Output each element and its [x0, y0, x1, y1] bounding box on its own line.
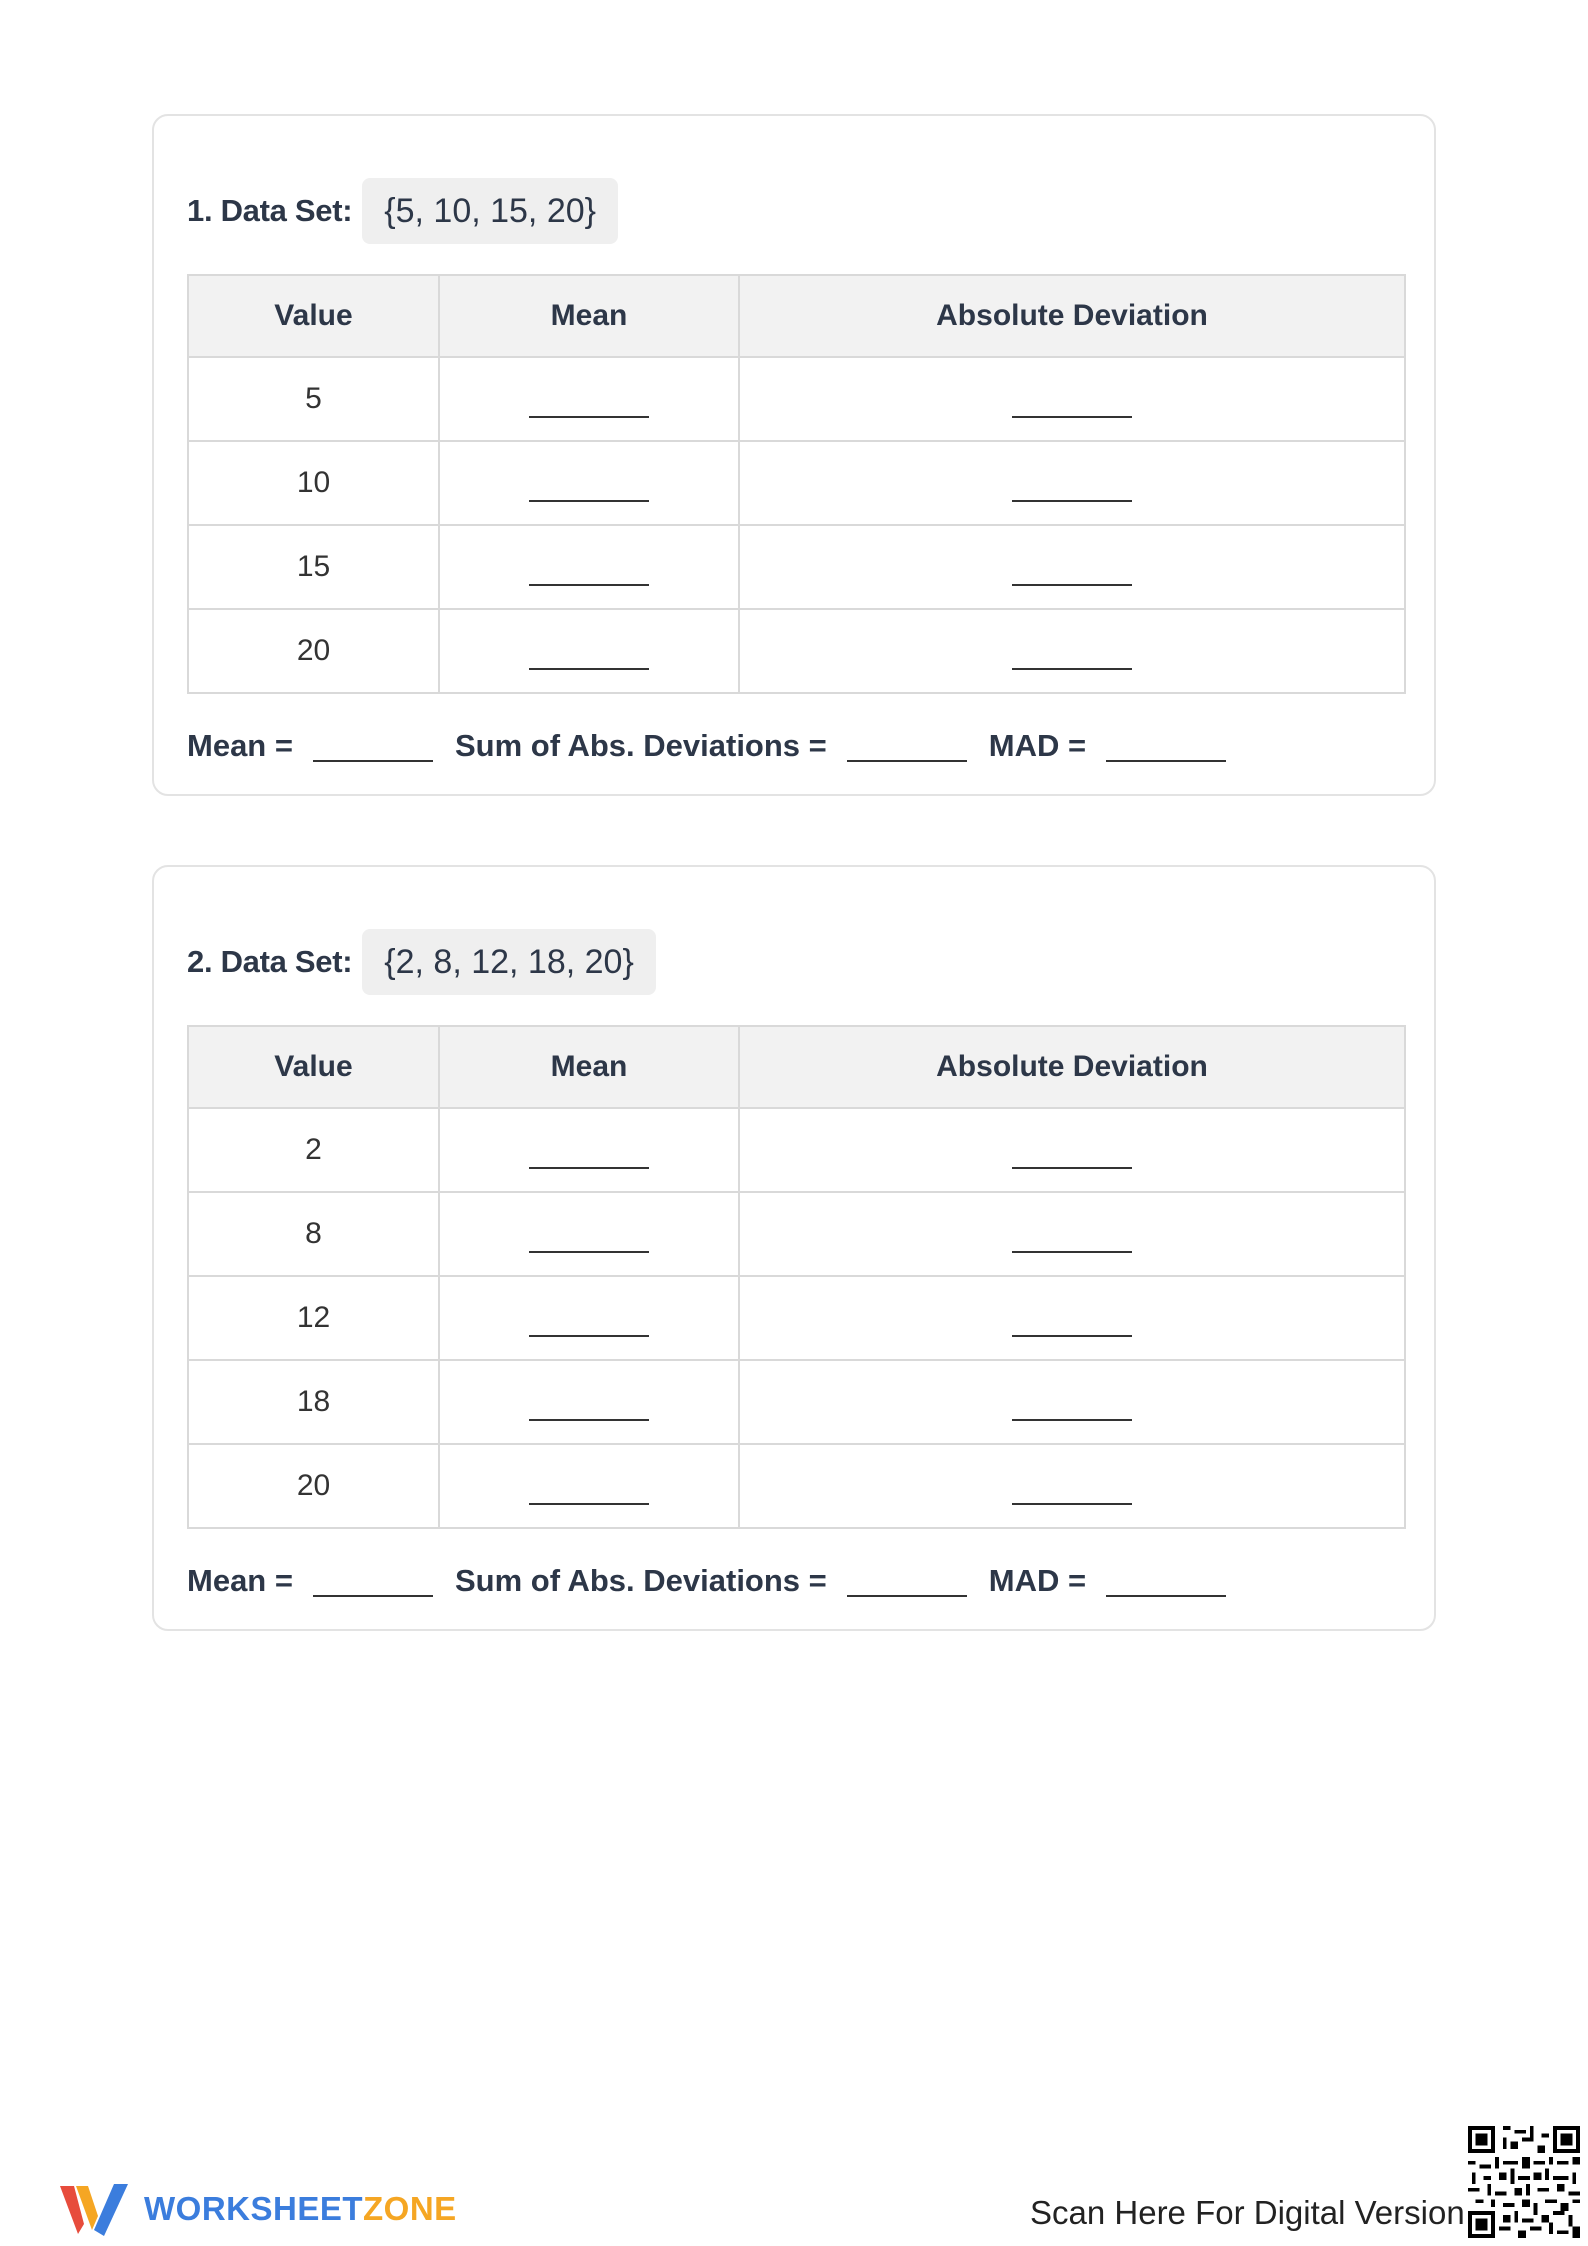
mean-answer-cell[interactable]: [439, 525, 739, 609]
logo-text: [144, 2190, 457, 2228]
table-row: [188, 1276, 1405, 1360]
deviation-answer-cell[interactable]: [739, 357, 1405, 441]
answer-blank[interactable]: [1012, 500, 1132, 502]
worksheetzone-logo[interactable]: [58, 2180, 457, 2238]
data-set-label: 2. Data Set:: [187, 944, 353, 979]
answer-blank[interactable]: [1012, 668, 1132, 670]
column-header-absolute-deviation: Absolute Deviation: [739, 275, 1405, 357]
mean-answer-cell[interactable]: [439, 609, 739, 693]
answer-blank[interactable]: [1012, 1251, 1132, 1253]
value-cell: 18: [188, 1360, 439, 1444]
mad-answer-blank[interactable]: [1106, 760, 1226, 762]
deviation-answer-cell[interactable]: [739, 525, 1405, 609]
answer-blank[interactable]: [1012, 1419, 1132, 1421]
value-cell: 10: [188, 441, 439, 525]
answer-blank[interactable]: [529, 1167, 649, 1169]
problem-card-2: [152, 865, 1436, 1631]
answer-blank[interactable]: [529, 416, 649, 418]
answer-blank[interactable]: [529, 1335, 649, 1337]
deviation-answer-cell[interactable]: [739, 1192, 1405, 1276]
answer-blank[interactable]: [529, 584, 649, 586]
answer-blank[interactable]: [1012, 1335, 1132, 1337]
deviation-answer-cell[interactable]: [739, 1444, 1405, 1528]
mean-label: Mean =: [187, 1563, 293, 1598]
logo-text-worksheet: WORKSHEET: [144, 2190, 363, 2227]
answer-blank[interactable]: [529, 668, 649, 670]
table-row: [188, 441, 1405, 525]
table-row: [188, 1108, 1405, 1192]
data-set-row: [187, 929, 1401, 995]
table-header-row: [188, 1026, 1405, 1108]
mean-answer-cell[interactable]: [439, 441, 739, 525]
answer-blank[interactable]: [529, 1251, 649, 1253]
mean-answer-cell[interactable]: [439, 357, 739, 441]
answer-blank[interactable]: [529, 500, 649, 502]
deviation-answer-cell[interactable]: [739, 1108, 1405, 1192]
answer-blank[interactable]: [1012, 584, 1132, 586]
worksheetzone-logo-icon: [58, 2180, 132, 2238]
table-row: [188, 609, 1405, 693]
answer-blank[interactable]: [1012, 416, 1132, 418]
deviation-answer-cell[interactable]: [739, 1276, 1405, 1360]
value-cell: 20: [188, 609, 439, 693]
deviation-answer-cell[interactable]: [739, 441, 1405, 525]
data-set-values: {5, 10, 15, 20}: [362, 178, 618, 244]
table-row: [188, 1360, 1405, 1444]
column-header-mean: Mean: [439, 275, 739, 357]
data-set-row: [187, 178, 1401, 244]
value-cell: 2: [188, 1108, 439, 1192]
qr-code-icon[interactable]: [1468, 2126, 1580, 2238]
summary-row: [187, 1553, 1401, 1599]
sum-deviations-answer-blank[interactable]: [847, 1595, 967, 1597]
column-header-mean: Mean: [439, 1026, 739, 1108]
value-cell: 20: [188, 1444, 439, 1528]
mad-label: MAD =: [988, 728, 1087, 763]
table-row: [188, 525, 1405, 609]
summary-row: [187, 718, 1401, 764]
mean-answer-blank[interactable]: [313, 1595, 433, 1597]
data-set-values: {2, 8, 12, 18, 20}: [362, 929, 656, 995]
column-header-value: Value: [188, 1026, 439, 1108]
mean-label: Mean =: [187, 728, 293, 763]
mean-answer-cell[interactable]: [439, 1276, 739, 1360]
problem-card-1: [152, 114, 1436, 796]
deviation-answer-cell[interactable]: [739, 1360, 1405, 1444]
value-cell: 15: [188, 525, 439, 609]
table-row: [188, 357, 1405, 441]
answer-blank[interactable]: [1012, 1503, 1132, 1505]
value-cell: 8: [188, 1192, 439, 1276]
scan-instruction: Scan Here For Digital Version: [1030, 2194, 1465, 2231]
sum-deviations-label: Sum of Abs. Deviations =: [454, 1563, 827, 1598]
mean-answer-cell[interactable]: [439, 1444, 739, 1528]
deviation-table: [187, 1025, 1406, 1529]
column-header-value: Value: [188, 275, 439, 357]
sum-deviations-label: Sum of Abs. Deviations =: [454, 728, 827, 763]
mean-answer-blank[interactable]: [313, 760, 433, 762]
answer-blank[interactable]: [529, 1419, 649, 1421]
answer-blank[interactable]: [529, 1503, 649, 1505]
table-row: [188, 1192, 1405, 1276]
mean-answer-cell[interactable]: [439, 1192, 739, 1276]
mean-answer-cell[interactable]: [439, 1360, 739, 1444]
mean-answer-cell[interactable]: [439, 1108, 739, 1192]
sum-deviations-answer-blank[interactable]: [847, 760, 967, 762]
table-row: [188, 1444, 1405, 1528]
value-cell: 12: [188, 1276, 439, 1360]
logo-text-zone: ZONE: [363, 2190, 457, 2227]
table-header-row: [188, 275, 1405, 357]
mad-answer-blank[interactable]: [1106, 1595, 1226, 1597]
answer-blank[interactable]: [1012, 1167, 1132, 1169]
data-set-label: 1. Data Set:: [187, 193, 353, 228]
value-cell: 5: [188, 357, 439, 441]
mad-label: MAD =: [988, 1563, 1087, 1598]
deviation-table: [187, 274, 1406, 694]
column-header-absolute-deviation: Absolute Deviation: [739, 1026, 1405, 1108]
deviation-answer-cell[interactable]: [739, 609, 1405, 693]
